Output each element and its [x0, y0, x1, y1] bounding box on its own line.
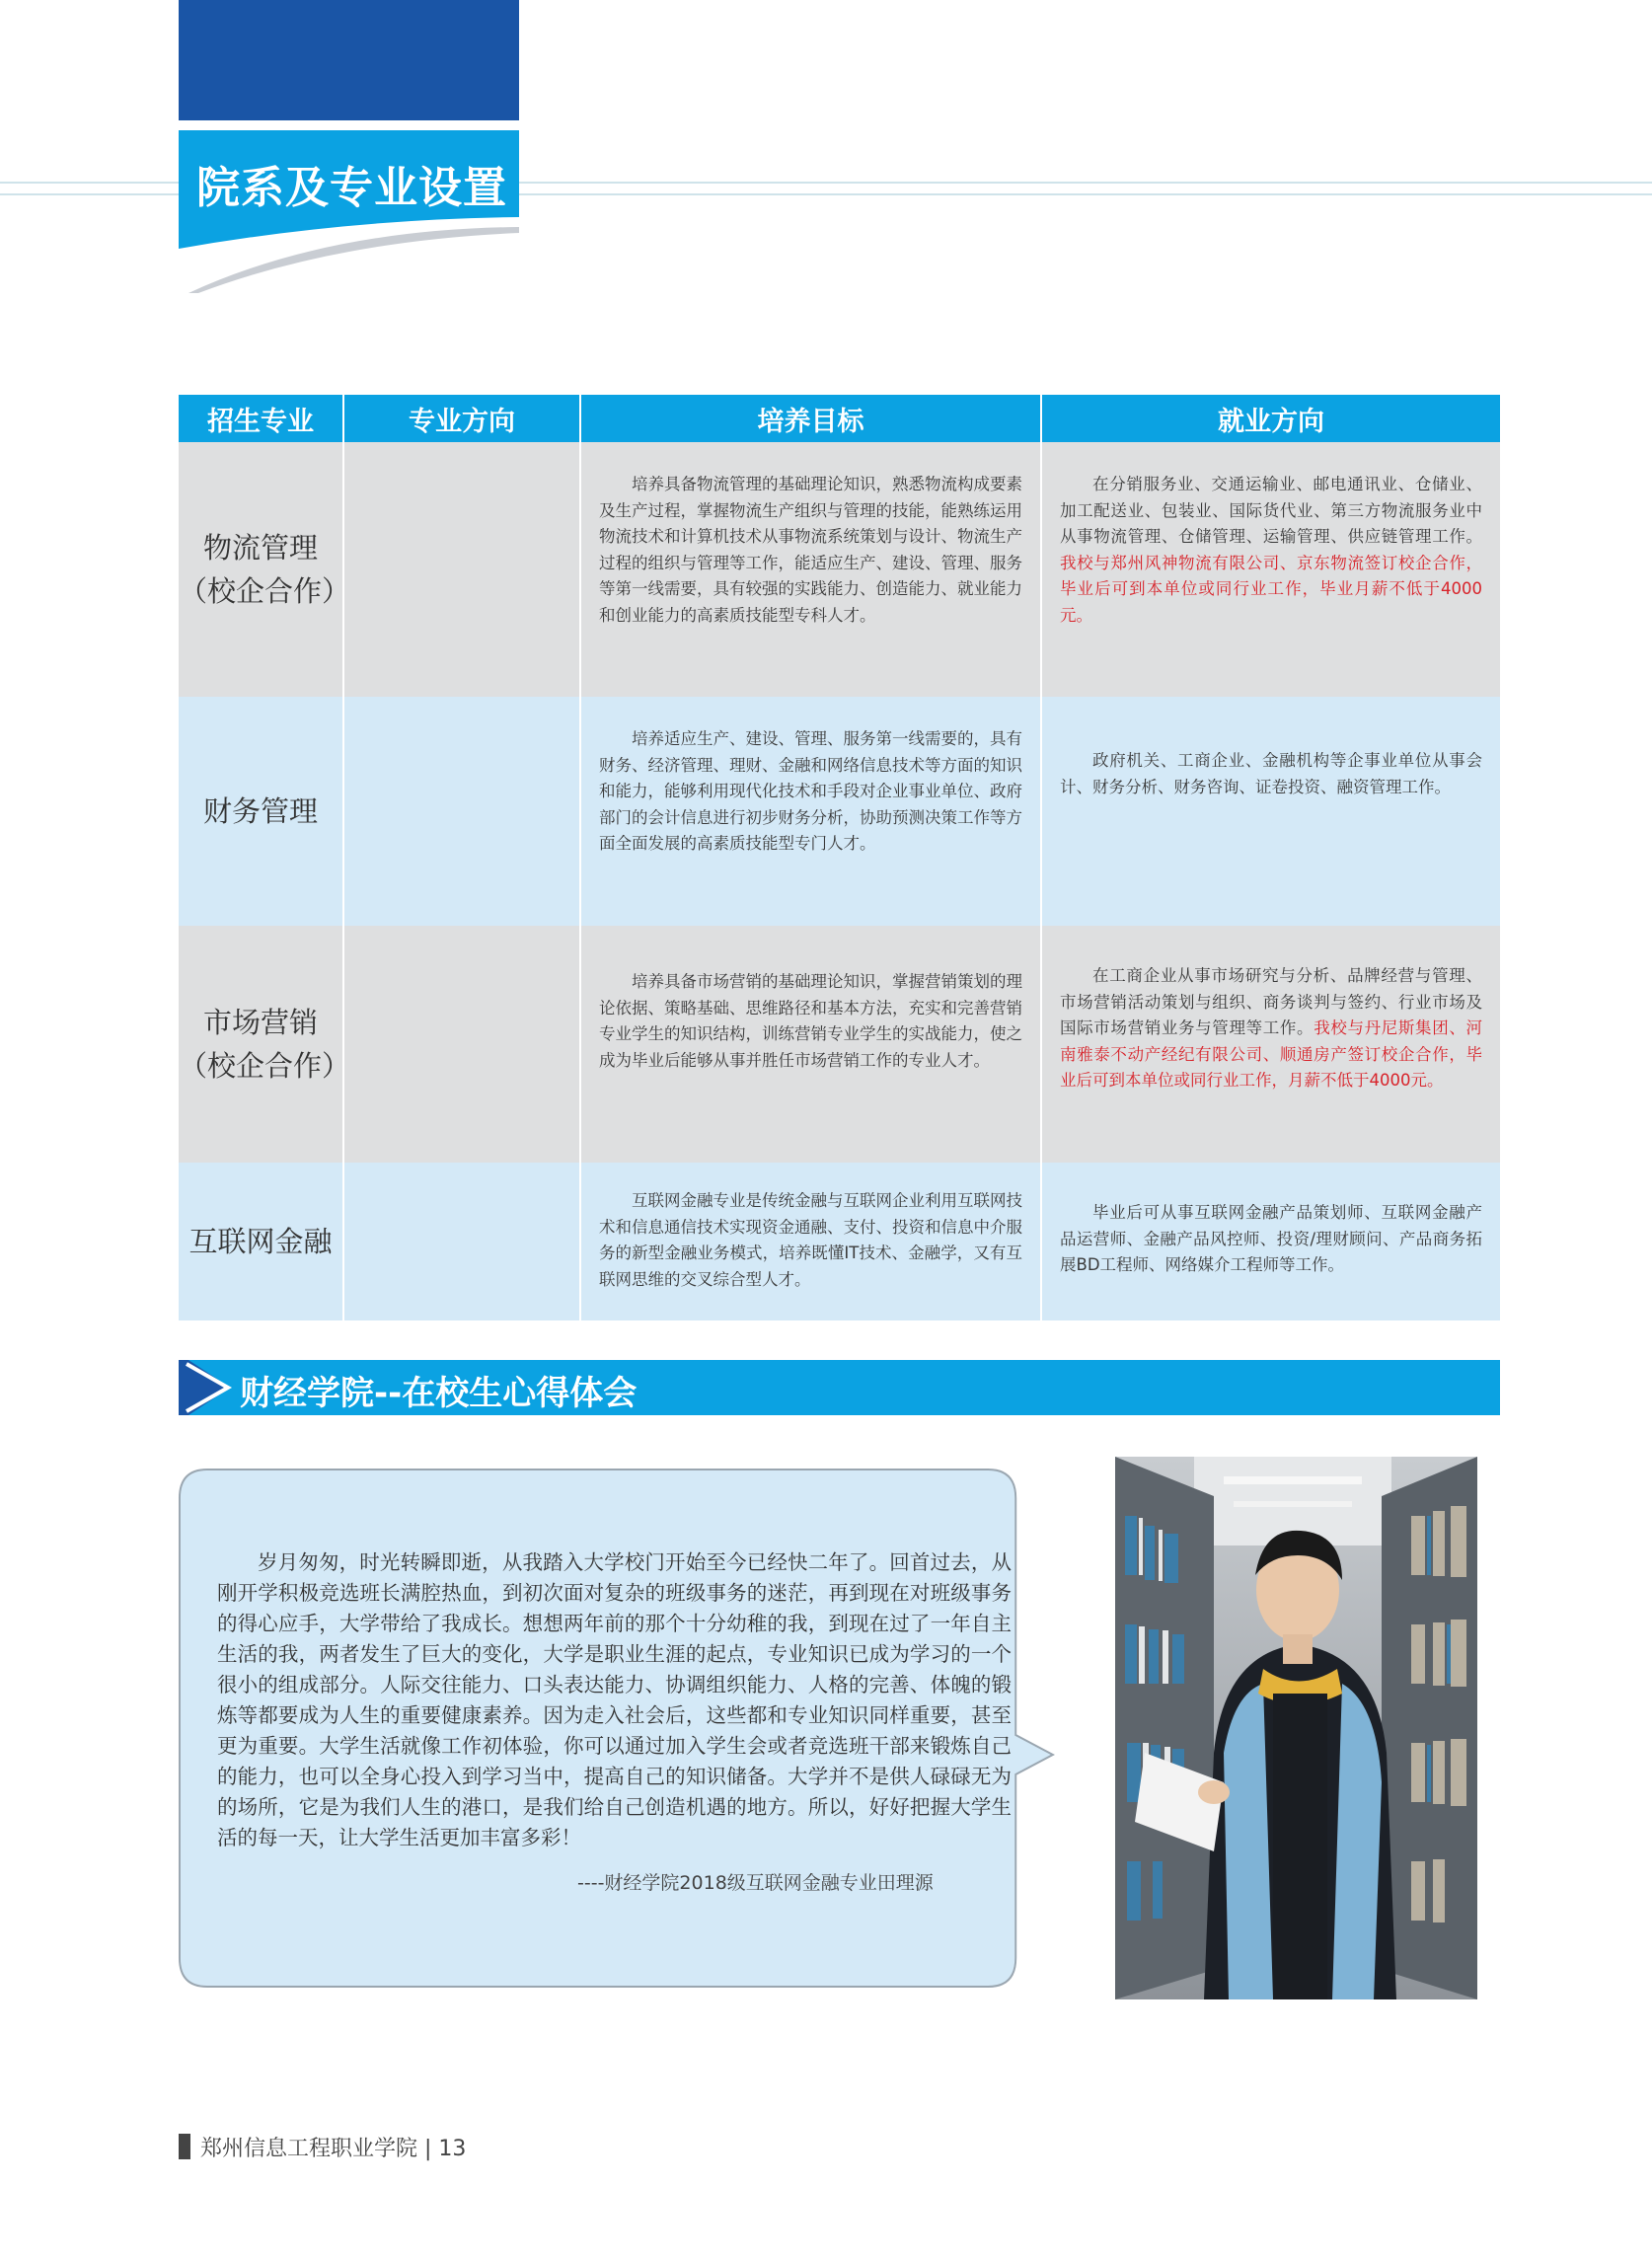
footer-marker [179, 2134, 190, 2159]
table-header-row [179, 395, 1500, 442]
major-name-cell [179, 697, 344, 926]
page-title-banner [179, 130, 519, 293]
job-cell [1042, 926, 1500, 1163]
table-row [179, 442, 1500, 697]
goal-cell: 培养具备物流管理的基础理论知识，熟悉物流构成要素及生产过程，掌握物流生产组织与管理的技能，能熟练运用物流技术和计算机技术从事物流系统策划与设计、物流生产过程的组织与管理等工作，能适应生产、建设、管理、服务等第一线需要，具有较强的实践能力、创造能力、就业能力和创业能力的高素质技能型专科人才。 [581, 442, 1042, 697]
job-cell [1042, 442, 1500, 697]
major-name-cell [179, 926, 351, 1163]
major-name: 市场营销 [202, 1006, 318, 1039]
job-text: 毕业后可从事互联网金融产品策划师、互联网金融产品运营师、金融产品风控师、投资/理财顾问、产品商务拓展BD工程师、网络媒介工程师等工作。 [1060, 1203, 1482, 1274]
footer-text: 郑州信息工程职业学院 | 13 [200, 2137, 467, 2161]
majors-table [179, 395, 1500, 1320]
major-name: 财务管理 [202, 794, 318, 828]
testimonial-text: 岁月匆匆，时光转瞬即逝，从我踏入大学校门开始至今已经快二年了。回首过去，从刚开学积极竞选班长满腔热血，到初次面对复杂的班级事务的迷茫，再到现在对班级事务的得心应手，大学带给了我成长。想想两年前的那个十分幼稚的我，到现在过了一年自主生活的我，两者发生了巨大的变化，大学是职业生涯的起点，专业知识已成为学习的一个很小的组成部分。人际交往能力、口头表达能力、协调组织能力、人格的完善、体魄的锻炼等都要成为人生的重要健康素养。因为走入社会后，这些都和专业知识同样重要，甚至更为重要。大学生活就像工作初体验，你可以通过加入学生会或者竞选班干部来锻炼自己的能力，也可以全身心投入到学习当中，提高自己的知识储备。大学并不是供人碌碌无为的场所，它是为我们人生的港口，是我们给自己创造机遇的地方。所以，好好把握大学生活的每一天，让大学生活更加丰富多彩！ [217, 1550, 1012, 1849]
table-header-cell: 培养目标 [581, 395, 1042, 442]
job-partner-text: 我校与丹尼斯集团、河南雅泰不动产经纪有限公司、顺通房产签订校企合作，毕业后可到本单位或同行业工作，月薪不低于4000元。 [1060, 1018, 1483, 1090]
page-title: 院系及专业设置 [196, 163, 507, 213]
job-cell [1042, 697, 1500, 926]
direction-cell [344, 926, 581, 1163]
major-name-note: （校企合作） [179, 1049, 351, 1083]
job-text: 在分销服务业、交通运输业、邮电通讯业、仓储业、加工配送业、包装业、国际货代业、第三方物流服务业中从事物流管理、仓储管理、运输管理、供应链管理工作。 [1060, 475, 1482, 546]
major-name-note: （校企合作） [179, 574, 351, 608]
table-row [179, 1163, 1500, 1320]
table-row [179, 926, 1500, 1163]
table-row [179, 697, 1500, 926]
job-text: 在工商企业从事市场研究与分析、品牌经营与管理、市场营销活动策划与组织、商务谈判与签约、行业市场及国际市场营销业务与管理等工作。 [1060, 966, 1482, 1037]
goal-cell: 培养适应生产、建设、管理、服务第一线需要的，具有财务、经济管理、理财、金融和网络信息技术等方面的知识和能力，能够利用现代化技术和手段对企业事业单位、政府部门的会计信息进行初步财务分析，协助预测决策工作等方面全面发展的高素质技能型专门人才。 [581, 697, 1042, 926]
major-name-cell [179, 1163, 344, 1320]
major-name: 物流管理 [202, 531, 318, 565]
chevron-right-icon [179, 1360, 238, 1415]
table-header-cell: 招生专业 [179, 395, 344, 442]
direction-cell [344, 1163, 581, 1320]
testimonial-signature: ----财经学院2018级互联网金融专业田理源 [577, 1872, 934, 1894]
section-heading-bar [179, 1360, 1500, 1415]
direction-cell [344, 697, 581, 926]
major-name-cell [179, 442, 351, 697]
goal-cell: 培养具备市场营销的基础理论知识，掌握营销策划的理论依据、策略基础、思维路径和基本方法，充实和完善营销专业学生的知识结构，训练营销专业学生的实战能力，使之成为毕业后能够从事并胜任市场营销工作的专业人才。 [581, 926, 1042, 1163]
student-in-library-image [1115, 1457, 1477, 1999]
major-name: 互联网金融 [188, 1225, 333, 1258]
student-photo [1115, 1457, 1477, 1999]
job-cell [1042, 1163, 1500, 1320]
goal-cell: 互联网金融专业是传统金融与互联网企业利用互联网技术和信息通信技术实现资金通融、支付、投资和信息中介服务的新型金融业务模式，培养既懂IT技术、金融学，又有互联网思维的交叉综合型人才。 [581, 1163, 1042, 1320]
job-partner-text: 我校与郑州风神物流有限公司、京东物流签订校企合作，毕业后可到本单位或同行业工作，毕业月薪不低于4000元。 [1060, 553, 1482, 625]
table-header-cell: 专业方向 [344, 395, 581, 442]
job-text: 政府机关、工商企业、金融机构等企事业单位从事会计、财务分析、财务咨询、证卷投资、融资管理工作。 [1060, 751, 1482, 796]
direction-cell [344, 442, 581, 697]
header-color-block [179, 0, 519, 120]
section-title: 财经学院--在校生心得体会 [240, 1374, 638, 1413]
table-header-cell: 就业方向 [1218, 406, 1324, 437]
